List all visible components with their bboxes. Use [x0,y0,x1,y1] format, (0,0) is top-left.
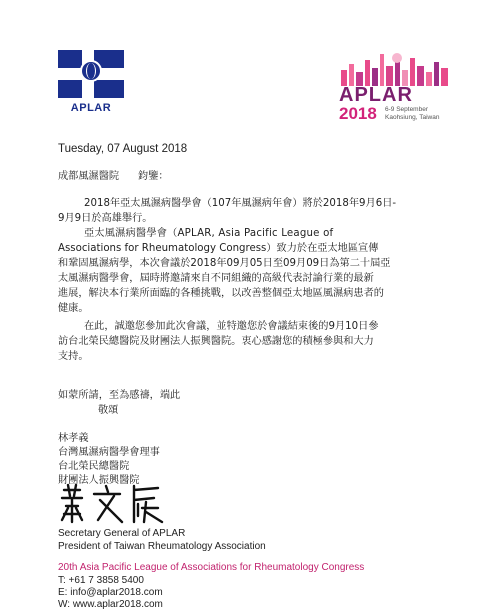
footer-phone: T: +61 7 3858 5400 [58,575,144,586]
body-line: 和鞏固風濕病學，本次會議於2018年09月05日至09月09日為第二十屆亞 [58,258,391,269]
signer-name: 林孝義 [58,433,89,444]
body-line: 9月9日於高雄舉行。 [58,213,153,224]
footer-congress-name: 20th Asia Pacific League of Associations for Rheumatology Congress [58,562,365,573]
body-line: Associations for Rheumatology Congress）致力於在亞太地區宣傳 [58,243,379,254]
letter-date: Tuesday, 07 August 2018 [58,143,188,155]
body-line: 在此，誠邀您參加此次會議，並特邀您於會議結束後的9月10日參 [84,321,379,332]
body-line: 支持。 [58,351,89,362]
body-line: 太風濕病醫學會，屆時將邀請來自不同組織的高級代表討論行業的最新 [58,273,374,284]
body-line: 訪台北榮民總醫院及財團法人振興醫院。衷心感謝您的積極參與和大力 [58,336,374,347]
salutation: 鈞鑒： [138,171,169,182]
logo-text: APLAR [70,102,112,114]
recipient: 成都風濕醫院 [58,171,120,182]
body-line: 亞太風濕病醫學會（APLAR, Asia Pacific League of [84,228,334,239]
handwritten-signature [58,482,168,524]
footer-website[interactable]: W: www.aplar2018.com [58,599,163,610]
closing-regards: 敬頌 [98,405,119,416]
signer-english-title: President of Taiwan Rheumatology Association [58,541,266,552]
skyline-icon [337,50,457,86]
body-line: 2018年亞太風濕病醫學會（107年風濕病年會）將於2018年9月6日- [84,198,397,209]
closing-line: 如蒙所請，至為感禱，端此 [58,390,181,401]
logo-year-text: 2018 [339,104,377,123]
signer-affiliation: 台北榮民總醫院 [58,461,130,472]
body-line: 進展，解決本行業所面臨的各種挑戰，以改善整個亞太地區風濕病患者的 [58,288,384,299]
footer-email[interactable]: E: info@aplar2018.com [58,587,163,598]
globe-icon [80,60,102,82]
signer-affiliation: 財團法人振興醫院 [58,475,140,486]
aplar-logo [58,50,124,122]
aplar-2018-logo [335,50,460,130]
logo-dates-line1: 6-9 September [385,106,428,113]
body-line: 健康。 [58,303,89,314]
logo-dates [385,106,439,122]
signer-title: 台灣風濕病醫學會理事 [58,447,160,458]
logo-dates-line2: Kaohsiung, Taiwan [385,114,440,121]
logo-aplar-text: APLAR [339,84,413,106]
signer-english-title: Secretary General of APLAR [58,528,186,539]
